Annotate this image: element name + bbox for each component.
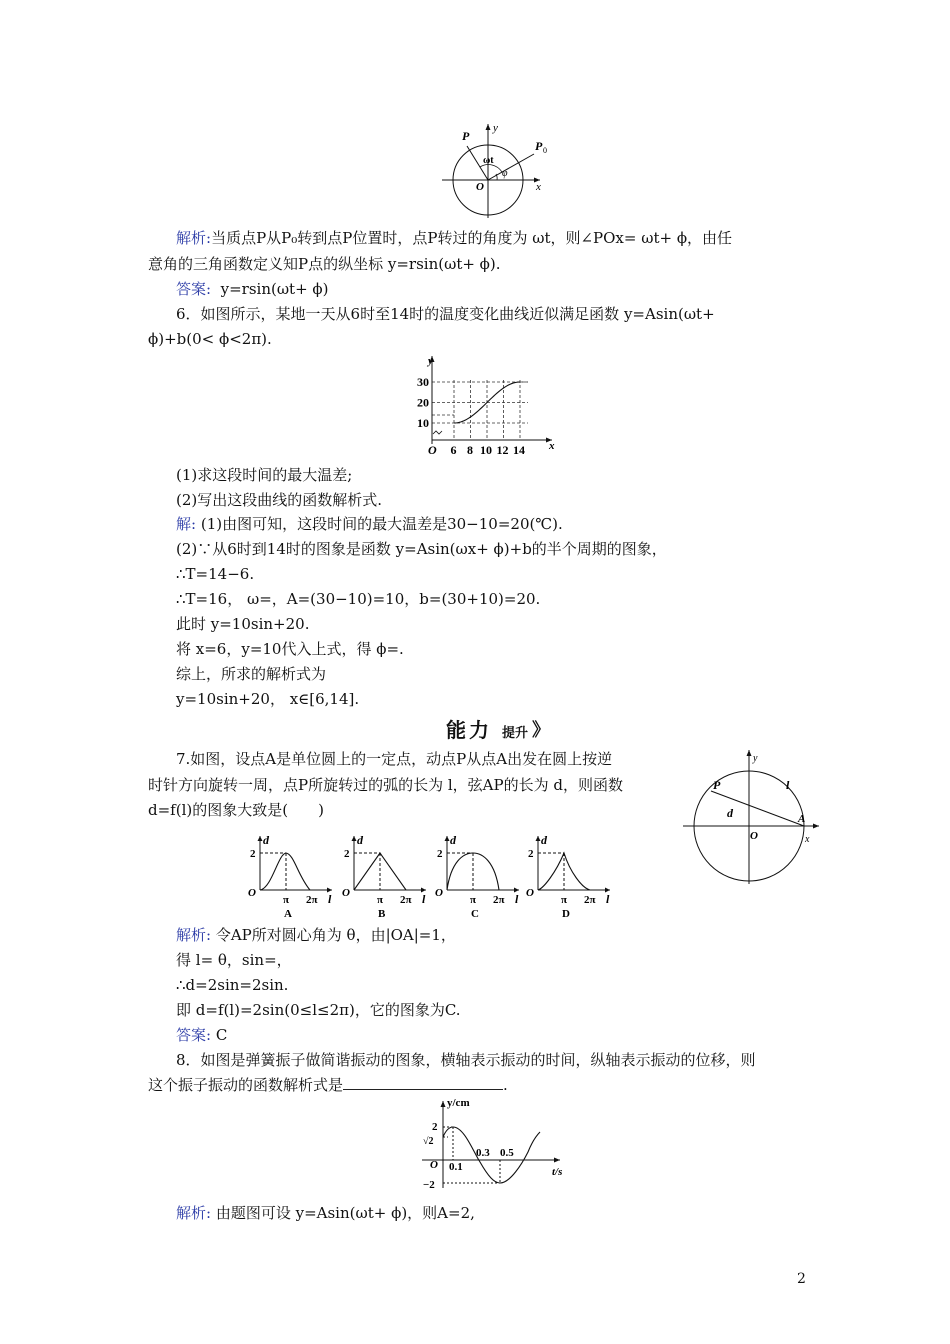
label-phi: φ: [502, 168, 508, 179]
tick-sqrt2: √2: [423, 1136, 434, 1147]
chart-origin: O: [428, 443, 437, 457]
q5-solution-line2: 意角的三角函数定义知P点的纵坐标 y=rsin(ωt+ ϕ).: [148, 255, 501, 273]
tick-2pi: 2π: [400, 894, 412, 906]
axis-d: d: [263, 833, 269, 847]
label-P: P: [713, 778, 721, 792]
banner-arrows: 》: [532, 720, 550, 741]
option-graph-B: [342, 832, 432, 920]
axis-l: l: [328, 892, 332, 906]
axis-l: l: [515, 892, 519, 906]
q7-sol3: ∴d=2sin=2sin.: [176, 976, 289, 994]
q5-solution-line1: 解析:当质点P从P₀转到点P位置时，点P转过的角度为 ωt，则∠POx= ωt+ ϕ，由任: [176, 229, 733, 247]
label-y: y: [493, 122, 498, 134]
tick-0.3: 0.3: [476, 1147, 490, 1159]
q7-answer: 答案: C: [176, 1026, 228, 1044]
solution-label: 解析:: [176, 1204, 212, 1222]
q7-stem-line2: 时针方向旋转一周，点P所旋转过的弧的长为 l，弦AP的长为 d，则函数: [148, 776, 623, 794]
q6-sol8: y=10sin+20， x∈[6,14].: [176, 690, 360, 708]
page-number: 2: [797, 1271, 806, 1287]
tick-pi: π: [283, 894, 290, 906]
tick-pi: π: [470, 894, 477, 906]
label-l: l: [786, 778, 790, 792]
q6-sol5: 此时 y=10sin+20.: [176, 615, 310, 633]
chart-ylabel: y: [428, 355, 433, 367]
q6-sol4: ∴T=16， ω=，A=(30−10)=10，b=(30+10)=20.: [176, 590, 541, 608]
option-graph-D: [526, 832, 616, 920]
q8-stem-line2: 这个振子振动的函数解析式是 .: [148, 1076, 508, 1094]
q7-sol1: 解析: 令AP所对圆心角为 θ，由|OA|=1，: [176, 926, 456, 944]
label-A: A: [798, 813, 806, 825]
option-graph-C: [435, 832, 525, 920]
tick-2: 2: [528, 848, 534, 860]
xtick-8: 8: [467, 443, 473, 457]
tick-2: 2: [437, 848, 443, 860]
label-P: P: [462, 129, 470, 143]
label-d: d: [727, 806, 733, 820]
xtick-6: 6: [450, 443, 457, 457]
tick-2: 2: [344, 848, 350, 860]
option-letter-B: B: [378, 908, 386, 920]
label-P0: P: [535, 139, 543, 153]
tick-pi: π: [561, 894, 568, 906]
axis-l: l: [422, 892, 426, 906]
circle-figure-q5: [436, 118, 556, 228]
q7-sol2: 得 l= θ，sin=，: [176, 951, 292, 969]
q6-stem-line1: 6．如图所示，某地一天从6时至14时的温度变化曲线近似满足函数 y=Asin(ωt+: [176, 305, 715, 323]
axis-d: d: [357, 833, 363, 847]
axis-d: d: [541, 833, 547, 847]
q6-sol2: (2)∵从6时到14时的图象是函数 y=Asin(ωx+ ϕ)+b的半个周期的图象，: [176, 540, 667, 558]
xlabel: t/s: [552, 1166, 563, 1178]
ytick-30: 30: [417, 375, 429, 389]
banner-title: 能力: [446, 718, 492, 742]
q6-sol1: 解: (1)由图可知，这段时间的最大温差是30−10=20(℃).: [176, 515, 563, 533]
tick-2pi: 2π: [493, 894, 505, 906]
q6-sol6: 将 x=6，y=10代入上式，得 ϕ=.: [176, 640, 404, 658]
ability-section-banner: [432, 716, 562, 742]
label-O: O: [476, 181, 484, 193]
banner-subtitle: 提升: [502, 726, 529, 741]
q7-stem-line1: 7.如图，设点A是单位圆上的一定点，动点P从点A出发在圆上按逆: [176, 750, 613, 768]
chart-xlabel: x: [549, 440, 555, 452]
origin-O: O: [248, 887, 256, 899]
axis-break-mark: [433, 431, 442, 434]
axis-d: d: [450, 833, 456, 847]
tick-0.1: 0.1: [449, 1161, 463, 1173]
tick-2: 2: [250, 848, 256, 860]
q7-sol4: 即 d=f(l)=2sin(0≤l≤2π)，它的图象为C.: [176, 1001, 461, 1019]
q6-sol3: ∴T=14−6.: [176, 565, 255, 583]
tick-2pi: 2π: [306, 894, 318, 906]
origin-O: O: [526, 887, 534, 899]
label-O: O: [750, 830, 758, 842]
tick-neg2: −2: [423, 1179, 435, 1191]
label-P0-sub: 0: [543, 146, 547, 155]
origin-O: O: [435, 887, 443, 899]
q8-sol1: 解析: 由题图可设 y=Asin(ωt+ ϕ)，则A=2,: [176, 1204, 475, 1222]
answer-blank: [343, 1075, 503, 1090]
option-letter-C: C: [471, 908, 479, 920]
tick-pi: π: [377, 894, 384, 906]
origin-O: O: [342, 887, 350, 899]
option-letter-D: D: [562, 908, 570, 920]
label-wt: ωt: [483, 155, 494, 166]
oscillation-graph: [418, 1096, 578, 1191]
solution-label: 解:: [176, 515, 197, 533]
option-graph-A: [248, 832, 338, 920]
tick-0.5: 0.5: [500, 1147, 514, 1159]
xtick-14: 14: [513, 443, 525, 457]
label-x: x: [536, 181, 541, 193]
ylabel: y/cm: [447, 1097, 470, 1109]
q6-sub2: (2)写出这段曲线的函数解析式.: [176, 491, 383, 509]
tick-2: 2: [432, 1121, 438, 1133]
answer-label: 答案:: [176, 280, 212, 298]
label-x: x: [805, 834, 810, 845]
xtick-12: 12: [496, 443, 509, 457]
origin-O: O: [430, 1159, 438, 1171]
solution-label: 解析:: [176, 229, 212, 247]
solution-label: 解析:: [176, 926, 212, 944]
xtick-10: 10: [480, 443, 492, 457]
tick-2pi: 2π: [584, 894, 596, 906]
ytick-20: 20: [417, 395, 429, 410]
q6-stem-line2: ϕ)+b(0< ϕ<2π).: [148, 330, 272, 348]
ytick-10: 10: [417, 416, 429, 430]
q8-stem-line1: 8．如图是弹簧振子做简谐振动的图象，横轴表示振动的时间，纵轴表示振动的位移，则: [176, 1051, 756, 1069]
circle-figure-q7: [683, 748, 823, 888]
answer-label: 答案:: [176, 1026, 212, 1044]
option-letter-A: A: [284, 908, 292, 920]
q7-stem-line3: d=f(l)的图象大致是( ): [148, 801, 324, 819]
temperature-chart: [416, 354, 556, 464]
q6-sub1: (1)求这段时间的最大温差;: [176, 466, 353, 484]
label-y: y: [753, 753, 758, 764]
q6-sol7: 综上，所求的解析式为: [176, 665, 327, 683]
q5-answer: 答案: y=rsin(ωt+ ϕ): [176, 280, 329, 298]
axis-l: l: [606, 892, 610, 906]
